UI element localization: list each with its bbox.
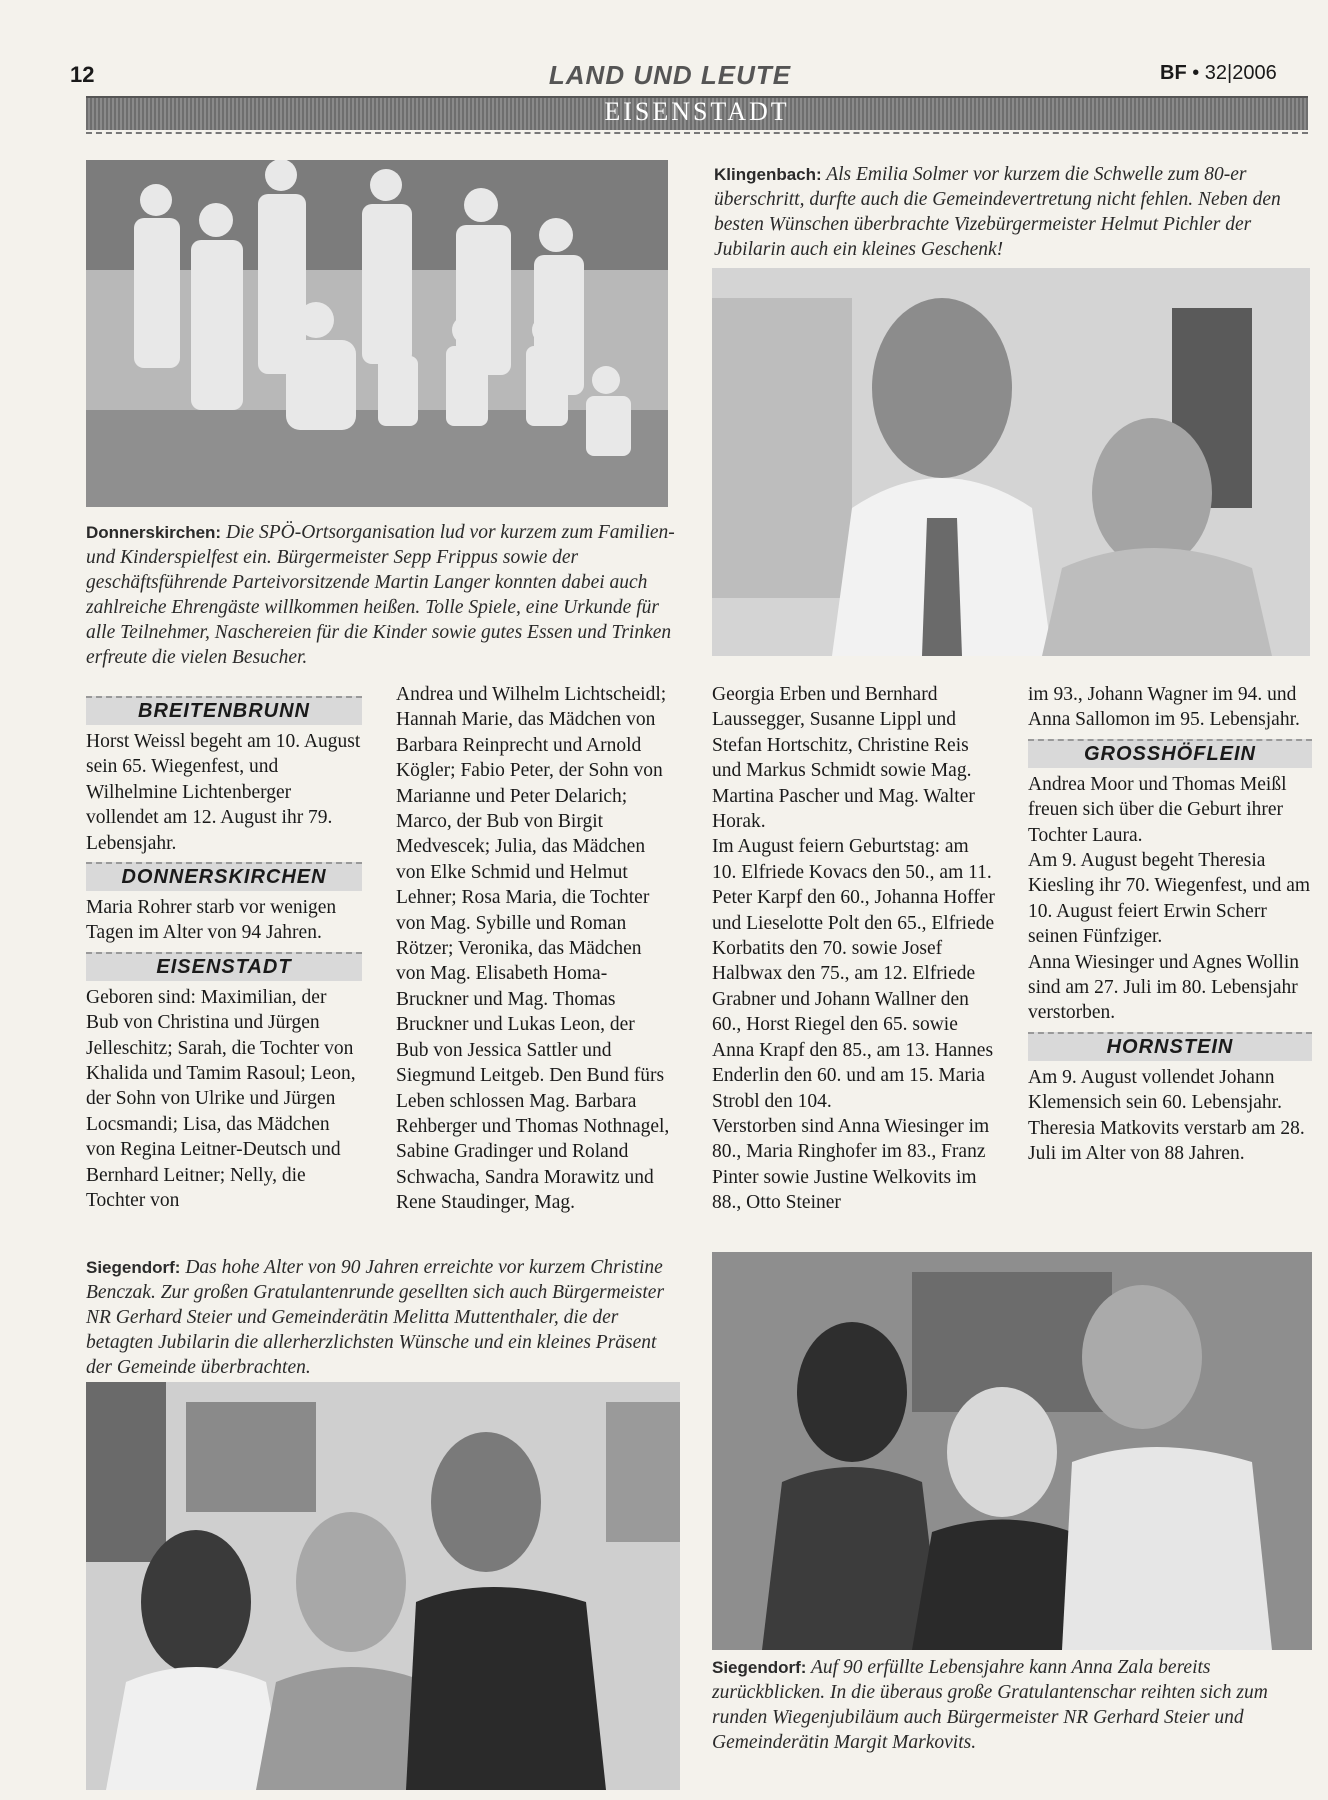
text-birthdays: Im August feiern Geburtstag: am 10. Elfriede Kovacs den 50., am 11. Peter Karpf den 60., Johanna Hoffer und Lieselotte Polt den 65., Elfriede Korbatits den 70. sowie Josef Halbwax den 75., am 12. Elfriede Grabner und Johann Wallner den 60., Horst Riegel den 65. sowie Anna Krapf den 85., am 13. Hannes Enderlin den 60. und am 15. Maria Strobl den 104.: [712, 836, 995, 1112]
heading-grosshoeflein: GROSSHÖFLEIN: [1028, 739, 1312, 768]
caption-place: Klingenbach:: [714, 165, 822, 184]
caption-place: Siegendorf:: [712, 1658, 807, 1677]
text-deceased: Verstorben sind Anna Wiesinger im 80., Maria Ringhofer im 83., Franz Pinter sowie Justine Welkovits im 88., Otto Steiner: [712, 1115, 990, 1214]
issue-number: 32|2006: [1204, 62, 1277, 84]
column-4: [1028, 682, 1312, 1167]
caption-siegendorf-benczak: [86, 1255, 676, 1380]
heading-donnerskirchen: DONNERSKIRCHEN: [86, 862, 362, 891]
heading-eisenstadt: EISENSTADT: [86, 952, 362, 981]
section-banner: [86, 96, 1308, 130]
photo-siegendorf-zala: [712, 1252, 1312, 1650]
heading-hornstein: HORNSTEIN: [1028, 1032, 1312, 1061]
text-weddings: Georgia Erben und Bernhard Laussegger, Susanne Lippl und Stefan Hortschitz, Christine Reis und Markus Schmidt sowie Mag. Martina Pascher und Mag. Walter Horak.: [712, 684, 975, 833]
text-donnerskirchen: Maria Rohrer starb vor wenigen Tagen im Alter von 94 Jahren.: [86, 897, 337, 944]
column-3: [712, 682, 997, 1216]
rubric-title: LAND UND LEUTE: [548, 60, 792, 90]
text-grosshoeflein-birthdays: Am 9. August begeht Theresia Kiesling ihr 70. Wiegenfest, und am 10. August feiert Erwin Scherr seinen Fünfziger.: [1028, 850, 1311, 948]
page-number: 12: [70, 62, 95, 87]
text-breitenbrunn: Horst Weissl begeht am 10. August sein 65. Wiegenfest, und Wilhelmine Lichtenberger vollendet am 12. August ihr 79. Lebensjahr.: [86, 731, 361, 854]
caption-siegendorf-zala: [712, 1655, 1312, 1755]
photo-siegendorf-benczak: [86, 1382, 680, 1790]
text-deceased-continued: im 93., Johann Wagner im 94. und Anna Sallomon im 95. Lebensjahr.: [1028, 684, 1300, 731]
caption-place: Donnerskirchen:: [86, 523, 222, 542]
caption-place: Siegendorf:: [86, 1258, 181, 1277]
column-2: [396, 682, 672, 1216]
caption-text: Auf 90 erfüllte Lebensjahre kann Anna Zala bereits zurückblicken. In die überaus große Gratulantenschar reihten sich zum runden Wiegenjubiläum auch Bürgermeister NR Gerhard Steier und Gemeinderätin Margit Markovits.: [712, 1657, 1268, 1753]
text-eisenstadt: Geboren sind: Maximilian, der Bub von Christina und Jürgen Jelleschitz; Sarah, die Tochter von Khalida und Tamim Rasoul; Leon, der Sohn von Ulrike und Jürgen Locsmandi; Lisa, das Mädchen von Regina Leitner-Deutsch und Bernhard Leitner; Nelly, die Tochter von: [86, 986, 356, 1212]
caption-klingenbach: [714, 162, 1314, 262]
header-divider: [86, 132, 1308, 134]
photo-donnerskirchen-group: [86, 160, 668, 507]
text-eisenstadt-continued: Andrea und Wilhelm Lichtscheidl; Hannah Marie, das Mädchen von Barbara Reinprecht und Arnold Kögler; Fabio Peter, der Sohn von Marianne und Peter Delarich; Marco, der Bub von Birgit Medvescek; Julia, das Mädchen von Elke Schmid und Helmut Lehner; Rosa Maria, die Tochter von Mag. Sybille und Roman Rötzer; Veronika, das Mädchen von Mag. Elisabeth Homa-Bruckner und Mag. Thomas Bruckner und Lukas Leon, der Bub von Jessica Sattler und Siegmund Leitgeb. Den Bund fürs Leben schlossen Mag. Barbara Rehberger und Thomas Nothnagel, Sabine Gradinger und Roland Schwacha, Sandra Morawitz und Rene Staudinger, Mag.: [396, 684, 670, 1214]
text-hornstein-deceased: Theresia Matkovits verstarb am 28. Juli im Alter von 88 Jahren.: [1028, 1117, 1305, 1165]
caption-text: Das hohe Alter von 90 Jahren erreichte vor kurzem Christine Benczak. Zur großen Gratulantenrunde gesellten sich auch Bürgermeister NR Gerhard Steier und Gemeinderätin Melitta Muttenthaler, die der betagten Jubilarin die allerherzlichsten Wünsche und ein kleines Präsent der Gemeinde überbrachten.: [86, 1257, 665, 1378]
photo-klingenbach: [712, 268, 1310, 656]
heading-breitenbrunn: BREITENBRUNN: [86, 696, 362, 725]
text-hornstein-birthday: Am 9. August vollendet Johann Klemensich sein 60. Lebensjahr.: [1028, 1066, 1282, 1114]
section-title: EISENSTADT: [604, 97, 790, 126]
caption-text: Als Emilia Solmer vor kurzem die Schwelle zum 80-er überschritt, durfte auch die Gemeindevertretung nicht fehlen. Neben den besten Wünschen überbrachte Vizebürgermeister Helmut Pichler der Jubilarin auch ein kleines Geschenk!: [714, 164, 1281, 260]
caption-donnerskirchen: [86, 520, 676, 670]
issue-info: BF • 32|2006: [1160, 62, 1277, 84]
column-1: [86, 690, 362, 1214]
text-grosshoeflein-birth: Andrea Moor und Thomas Meißl freuen sich über die Geburt ihrer Tochter Laura.: [1028, 773, 1287, 846]
publication-name: BF: [1160, 62, 1187, 84]
caption-text: Die SPÖ-Ortsorganisation lud vor kurzem zum Familien- und Kinderspielfest ein. Bürgermeister Sepp Frippus sowie der geschäftsführende Parteivorsitzende Martin Langer konnten dabei auch zahlreiche Ehrengäste willkommen heißen. Tolle Spiele, eine Urkunde für alle Teilnehmer, Naschereien für die Kinder sowie gutes Essen und Trinken erfreute die vielen Besucher.: [86, 522, 675, 668]
text-grosshoeflein-deceased: Anna Wiesinger und Agnes Wollin sind am 27. Juli im 80. Lebensjahr verstorben.: [1028, 951, 1299, 1024]
